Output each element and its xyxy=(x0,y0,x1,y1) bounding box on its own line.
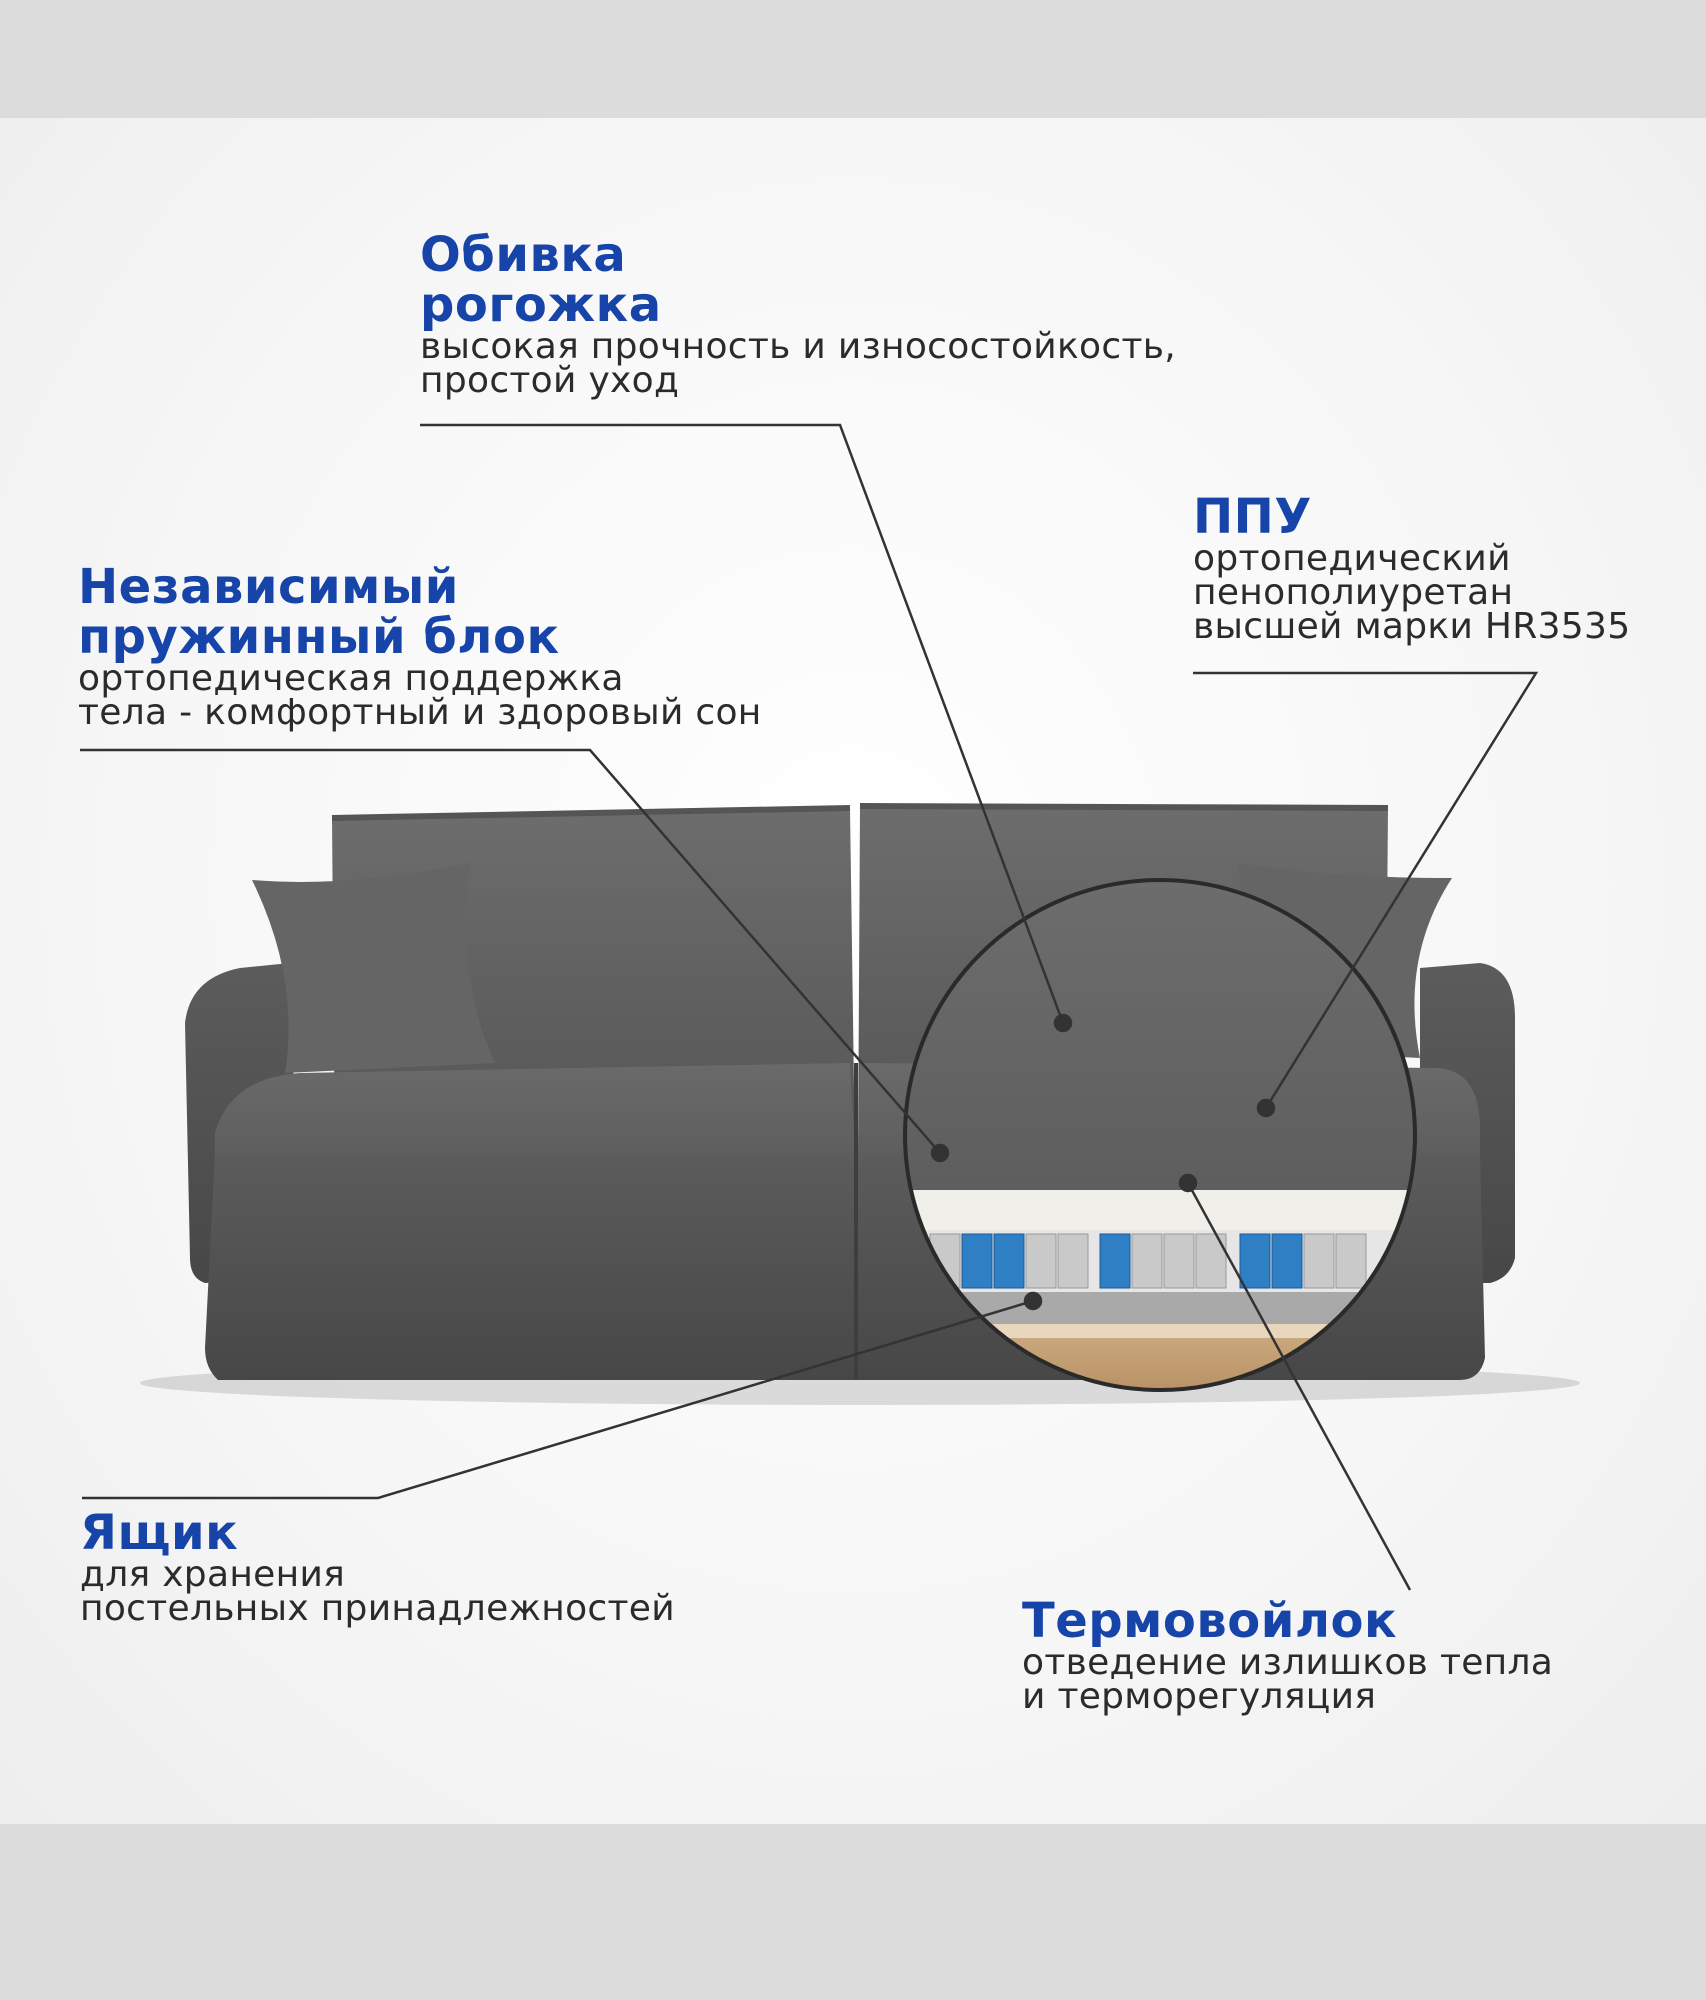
callout-drawer xyxy=(80,1505,675,1629)
callout-foam xyxy=(1193,489,1631,647)
callout-upholstery xyxy=(420,227,1176,401)
callout-springs-desc: ортопедическая поддержка тела - комфортный и здоровый сон xyxy=(78,658,762,733)
seat-cushion-left xyxy=(215,1063,855,1158)
callout-drawer-desc: для хранения постельных принадлежностей xyxy=(80,1554,675,1629)
pillow-left xyxy=(252,863,495,1073)
callout-springs xyxy=(78,559,762,733)
callout-foam-desc: ортопедический пенополиуретан высшей марки HR3535 xyxy=(1193,538,1631,647)
callout-upholstery-title: Обивка рогожка xyxy=(420,227,662,333)
callout-felt xyxy=(1022,1593,1554,1717)
callout-drawer-title: Ящик xyxy=(80,1505,239,1561)
callout-felt-desc: отведение излишков тепла и терморегуляция xyxy=(1022,1642,1554,1717)
callout-springs-title: Независимый пружинный блок xyxy=(78,559,560,665)
base-left xyxy=(205,1153,855,1380)
callout-felt-title: Термовойлок xyxy=(1022,1593,1398,1649)
callout-upholstery-desc: высокая прочность и износостойкость, простой уход xyxy=(420,326,1176,401)
product-infographic xyxy=(0,118,1706,1824)
callout-foam-title: ППУ xyxy=(1193,489,1312,545)
